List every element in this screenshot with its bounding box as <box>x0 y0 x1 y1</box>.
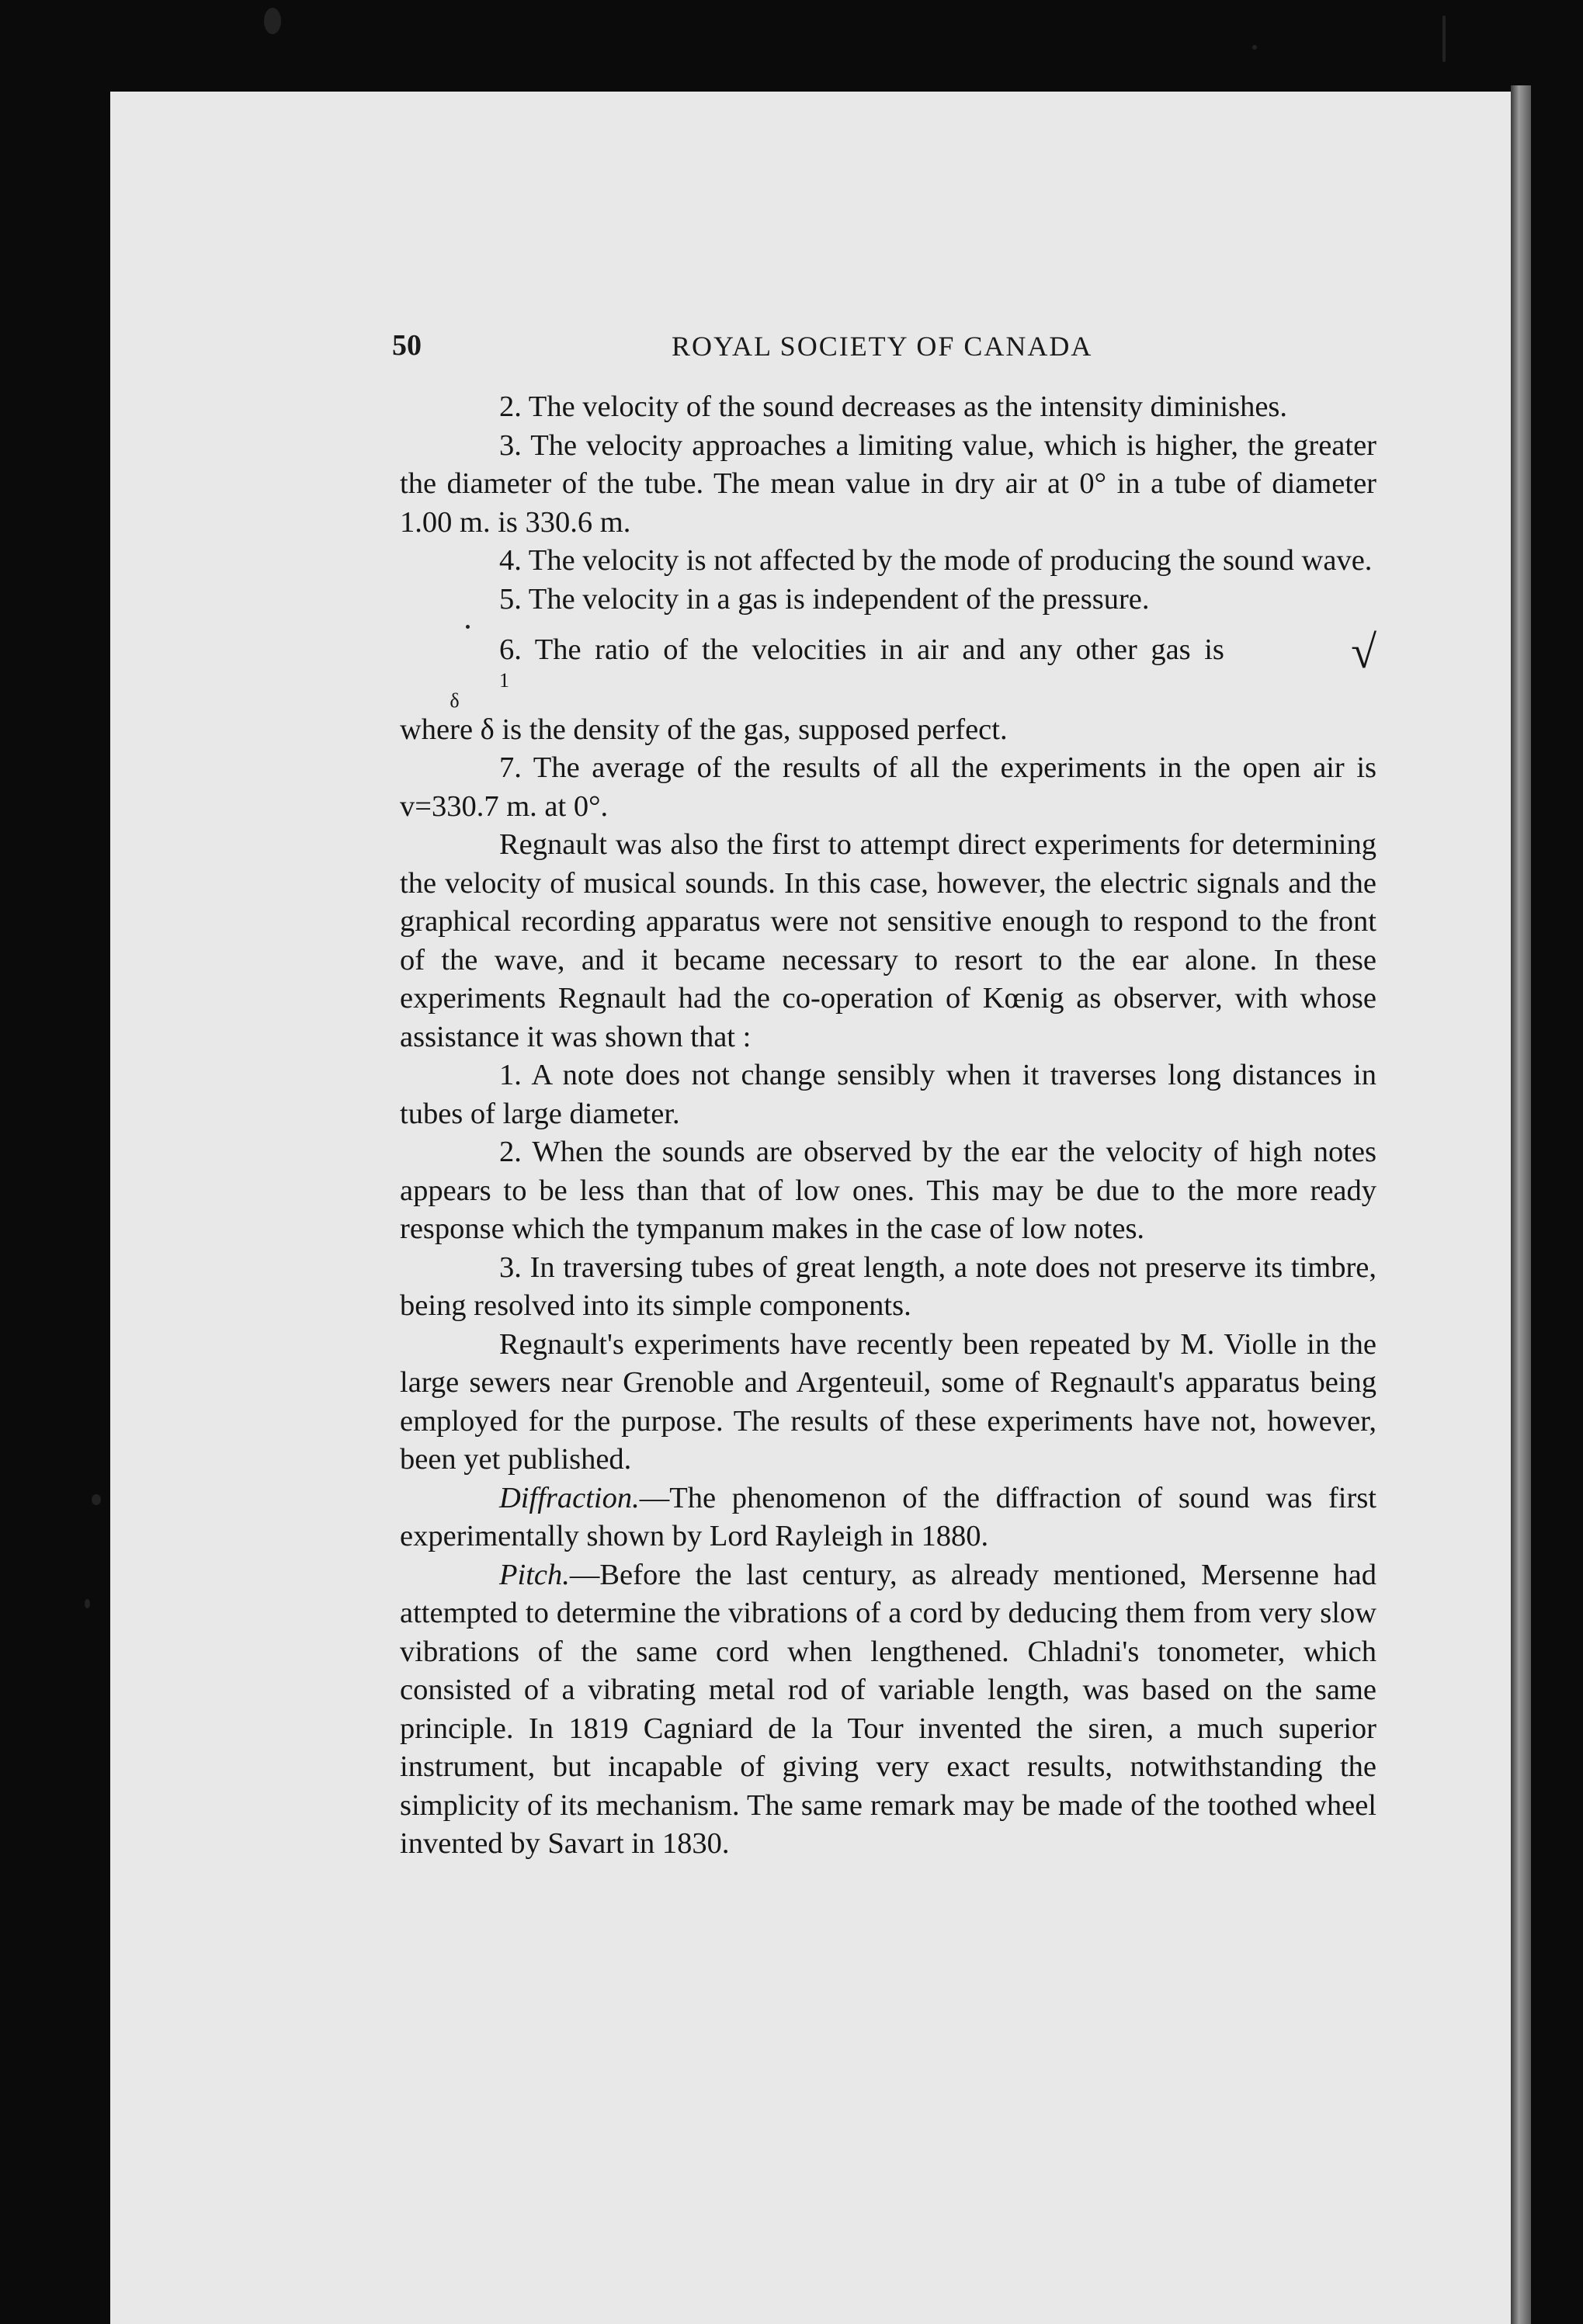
body-text <box>400 388 1376 1864</box>
scan-top-border <box>0 0 1583 92</box>
paragraph: 7. The average of the results of all the experiments in the open air is v=330.7 m. at 0°. <box>400 751 1376 823</box>
paragraph: 2. The velocity of the sound decreases as the intensity diminishes. <box>499 390 1288 423</box>
scan-speck <box>1442 16 1446 62</box>
pitch-text: —Before the last century, as already mentioned, Mersenne had attempted to determine the vibrations of a cord by deducing them from very slow vibrations of the same cord when lengthened. Chladni's tonometer, which consisted of a vibrating metal rod of variable length, was based on the same principle. In 1819 Cagniard de la Tour invented the siren, a much superior instrument, but incapable of giving very exact results, notwithstanding the simplicity of its mechanism. The same remark may be made of the toothed wheel invented by Savart in 1830. <box>400 1558 1376 1861</box>
paragraph: 3. The velocity approaches a limiting value, which is higher, the greater the diameter of the tube. The mean value in dry air at 0° in a tube of diameter 1.00 m. is 330.6 m. <box>400 428 1376 539</box>
paragraph-with-formula <box>400 626 1377 712</box>
paragraph-diffraction <box>400 1479 1376 1556</box>
page-header <box>392 328 1394 367</box>
diffraction-text: —The phenomenon of the diffraction of sound was first experimentally shown by Lord Rayleigh in 1880. <box>400 1481 1376 1553</box>
square-root-sign: √ <box>1351 626 1377 678</box>
page-number: 50 <box>392 329 422 362</box>
scan-speck <box>264 8 281 34</box>
scan-left-border <box>0 0 110 2324</box>
paragraph-pitch <box>400 1556 1376 1864</box>
fraction <box>400 668 509 712</box>
section-heading-pitch: Pitch. <box>499 1558 570 1591</box>
paragraph: 4. The velocity is not affected by the mode of producing the sound wave. <box>499 544 1373 577</box>
scan-speck <box>1252 45 1257 50</box>
scan-speck <box>85 1599 90 1608</box>
fraction-numerator: 1 <box>499 668 509 692</box>
facing-page-edge <box>1511 85 1531 2324</box>
paragraph: Regnault's experiments have recently been repeated by M. Violle in the large sewers near Grenoble and Argenteuil, some of Regnault's apparatus being employed for the purpose. The results of these experiments have not, however, been yet published. <box>400 1327 1376 1476</box>
paragraph: 5. The velocity in a gas is independent of the pressure. <box>499 582 1150 616</box>
paragraph: 2. When the sounds are observed by the ear the velocity of high notes appears to be less than that of low ones. This may be due to the more ready response which the tympanum makes in the case of low notes. <box>400 1136 1376 1246</box>
running-head: ROYAL SOCIETY OF CANADA <box>672 331 1093 362</box>
paragraph: where δ is the density of the gas, supposed perfect. <box>400 713 1008 746</box>
paragraph: 3. In traversing tubes of great length, a note does not preserve its timbre, being resolved into its simple components. <box>400 1250 1376 1323</box>
fraction-denominator: δ <box>450 689 460 712</box>
section-heading-diffraction: Diffraction. <box>499 1481 640 1514</box>
scan-speck <box>92 1494 101 1505</box>
paragraph: 1. A note does not change sensibly when it traverses long distances in tubes of large diameter. <box>400 1059 1376 1130</box>
scan-right-border <box>1523 0 1583 2324</box>
ratio-text: 6. The ratio of the velocities in air and any other gas is <box>499 633 1224 666</box>
paragraph: Regnault was also the first to attempt direct experiments for determining the velocity of musical sounds. In this case, however, the electric signals and the graphical recording apparatus were not sensitive enough to respond to the front of the wave, and it became necessary to resort to the ear alone. In these experiments Regnault had the co-operation of Kœnig as observer, with whose assistance it was shown that : <box>400 828 1376 1053</box>
